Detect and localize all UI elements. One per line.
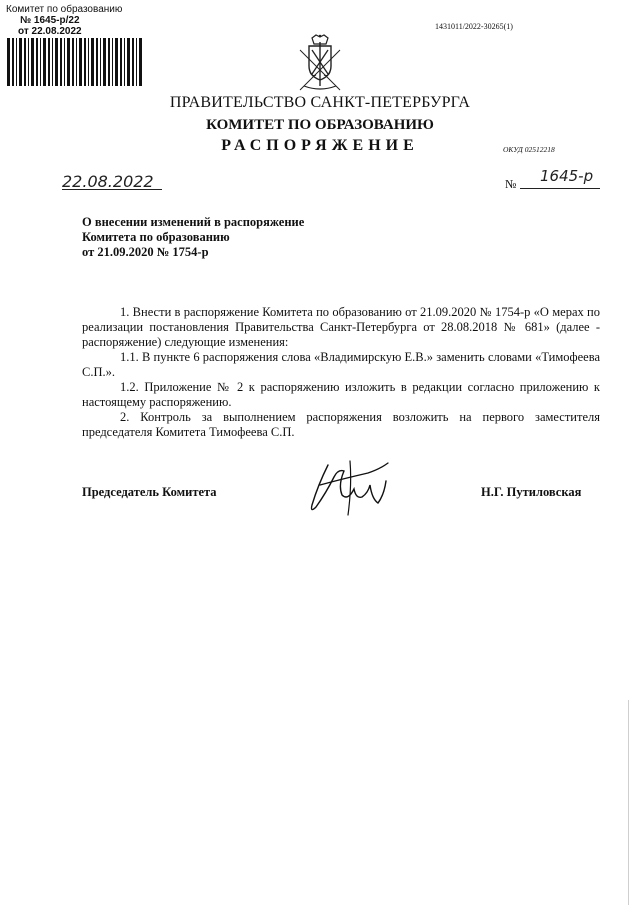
barcode-bar <box>136 38 137 86</box>
handwritten-signature <box>298 455 398 523</box>
barcode-bar <box>108 38 110 86</box>
barcode-bar <box>55 38 58 86</box>
handwritten-number: 1645-р <box>540 167 594 185</box>
subject-line: Комитета по образованию <box>82 230 230 244</box>
barcode-bar <box>72 38 74 86</box>
barcode-bar <box>19 38 22 86</box>
committee-title: КОМИТЕТ ПО ОБРАЗОВАНИЮ <box>206 117 434 133</box>
barcode-bar <box>91 38 94 86</box>
stamp-date: от 22.08.2022 <box>18 26 82 37</box>
document-id: 1431011/2022-30265(1) <box>435 22 513 31</box>
government-title: ПРАВИТЕЛЬСТВО САНКТ-ПЕТЕРБУРГА <box>169 94 471 111</box>
barcode-bar <box>132 38 134 86</box>
registration-stamp <box>6 4 144 37</box>
number-label: № <box>505 177 517 191</box>
barcode-bar <box>112 38 113 86</box>
barcode-bar <box>139 38 142 86</box>
barcode-bar <box>52 38 53 86</box>
date-underline <box>62 189 162 190</box>
barcode-bar <box>60 38 62 86</box>
barcode-bar <box>40 38 41 86</box>
barcode-bar <box>96 38 98 86</box>
subject-line: О внесении изменений в распоряжение <box>82 215 305 229</box>
barcode-bar <box>124 38 125 86</box>
barcode <box>6 38 144 86</box>
barcode-bar <box>43 38 46 86</box>
barcode-bar <box>48 38 50 86</box>
barcode-bar <box>76 38 77 86</box>
okud-code: ОКУД 02512218 <box>503 145 555 154</box>
document-body <box>82 305 600 440</box>
handwritten-date: 22.08.2022 <box>62 172 154 191</box>
barcode-bar <box>84 38 86 86</box>
scan-edge-line <box>628 700 629 905</box>
barcode-bar <box>79 38 82 86</box>
barcode-bar <box>12 38 14 86</box>
barcode-bar <box>115 38 118 86</box>
paragraph-2: 2. Контроль за выполнением распоряжения возложить на первого заместителя председателя Комитета Тимофеева С.П. <box>82 410 600 439</box>
signatory-name: Н.Г. Путиловская <box>481 485 582 499</box>
signatory-title: Председатель Комитета <box>82 485 217 499</box>
barcode-bar <box>120 38 122 86</box>
barcode-bar <box>31 38 34 86</box>
subject-line: от 21.09.2020 № 1754-р <box>82 245 209 259</box>
barcode-bar <box>100 38 101 86</box>
barcode-bar <box>7 38 10 86</box>
paragraph-1-2: 1.2. Приложение № 2 к распоряжению изложить в редакции согласно приложению к настоящему распоряжению. <box>82 380 600 409</box>
document-subject <box>82 215 304 260</box>
barcode-bar <box>36 38 38 86</box>
barcode-bar <box>28 38 29 86</box>
stamp-organization: Комитет по образованию <box>6 4 123 15</box>
barcode-bar <box>127 38 130 86</box>
barcode-bar <box>16 38 17 86</box>
document-type-title: РАСПОРЯЖЕНИЕ <box>221 137 419 154</box>
number-underline <box>520 188 600 189</box>
paragraph-1-1: 1.1. В пункте 6 распоряжения слова «Владимирскую Е.В.» заменить словами «Тимофеева С.П.». <box>82 350 600 379</box>
coat-of-arms-icon <box>292 34 348 94</box>
barcode-bar <box>64 38 65 86</box>
barcode-bar <box>24 38 26 86</box>
stamp-number: № 1645-р/22 <box>20 15 80 26</box>
paragraph-1: 1. Внести в распоряжение Комитета по образованию от 21.09.2020 № 1754-р «О мерах по реализации постановления Правительства Санкт-Петербурга от 28.08.2018 № 681» (далее - распоряжение) следующие изменения: <box>82 305 600 349</box>
barcode-bar <box>103 38 106 86</box>
barcode-bar <box>88 38 89 86</box>
barcode-bar <box>67 38 70 86</box>
